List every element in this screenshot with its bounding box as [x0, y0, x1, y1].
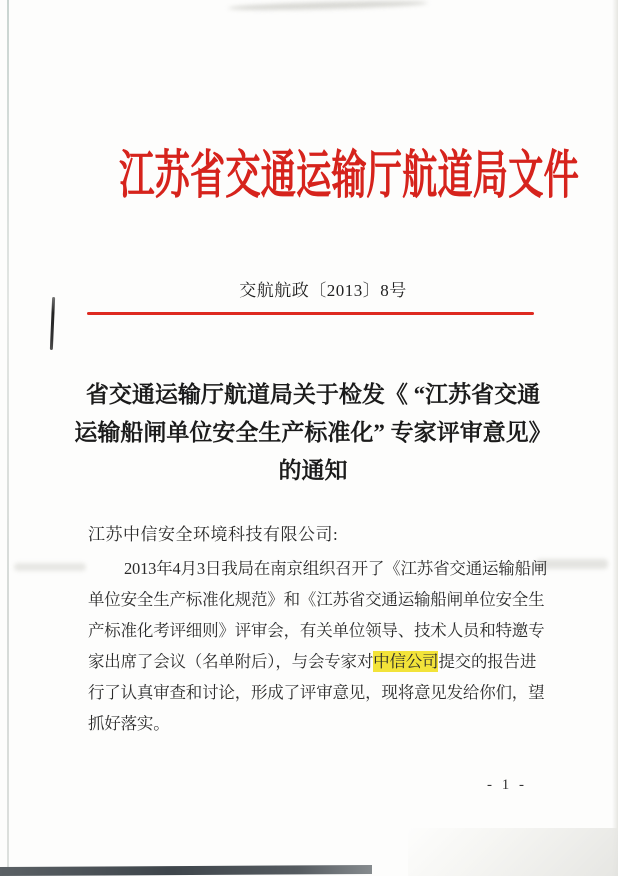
body-text: 提交的报告进 [438, 652, 537, 671]
doc-title [4, 376, 618, 490]
scan-bottom-shadow [0, 865, 372, 876]
letterhead [11, 142, 618, 212]
highlight-zhongxin-company: 中信公司 [373, 652, 439, 671]
body-line [88, 646, 540, 677]
body-text: 产标准化考评细则》评审会，有关单位领导、技术人员和特邀专 [88, 621, 545, 640]
body-paragraph [88, 553, 548, 739]
salutation: 江苏中信安全环境科技有限公司: [88, 525, 339, 544]
doc-title-line: 运输船闸单位安全生产标准化” 专家评审意见》 [74, 420, 552, 445]
letterhead-title: 江苏省交通运输厅航道局文件 [119, 148, 579, 205]
staple-mark [50, 297, 55, 350]
scan-corner-shadow [408, 828, 618, 876]
body-text: 单位安全生产标准化规范》和《江苏省交通运输船闸单位安全生 [88, 590, 545, 609]
body-line [88, 584, 545, 615]
body-text: 2013年4月3日我局在南京组织召开了《江苏省交通运输船闸 [124, 559, 548, 578]
body-text: 家出席了会议（名单附后），与会专家对 [88, 652, 374, 671]
body-line [88, 708, 540, 739]
body-line [88, 553, 548, 584]
doc-title-line: 的通知 [278, 458, 348, 483]
page-number: - 1 - [487, 777, 527, 793]
body-text: 行了认真审查和讨论，形成了评审意见，现将意见发给你们，望 [88, 683, 545, 702]
body-text: 抓好落实。 [88, 714, 170, 733]
body-line [88, 615, 545, 646]
doc-number: 交航航政〔2013〕8号 [239, 281, 407, 300]
scan-top-smudge [228, 0, 428, 12]
doc-title-line: 省交通运输厅航道局关于检发《 “江苏省交通 [85, 382, 541, 407]
red-rule [87, 312, 534, 315]
scan-streak-left [14, 563, 86, 571]
body-line [88, 677, 545, 708]
